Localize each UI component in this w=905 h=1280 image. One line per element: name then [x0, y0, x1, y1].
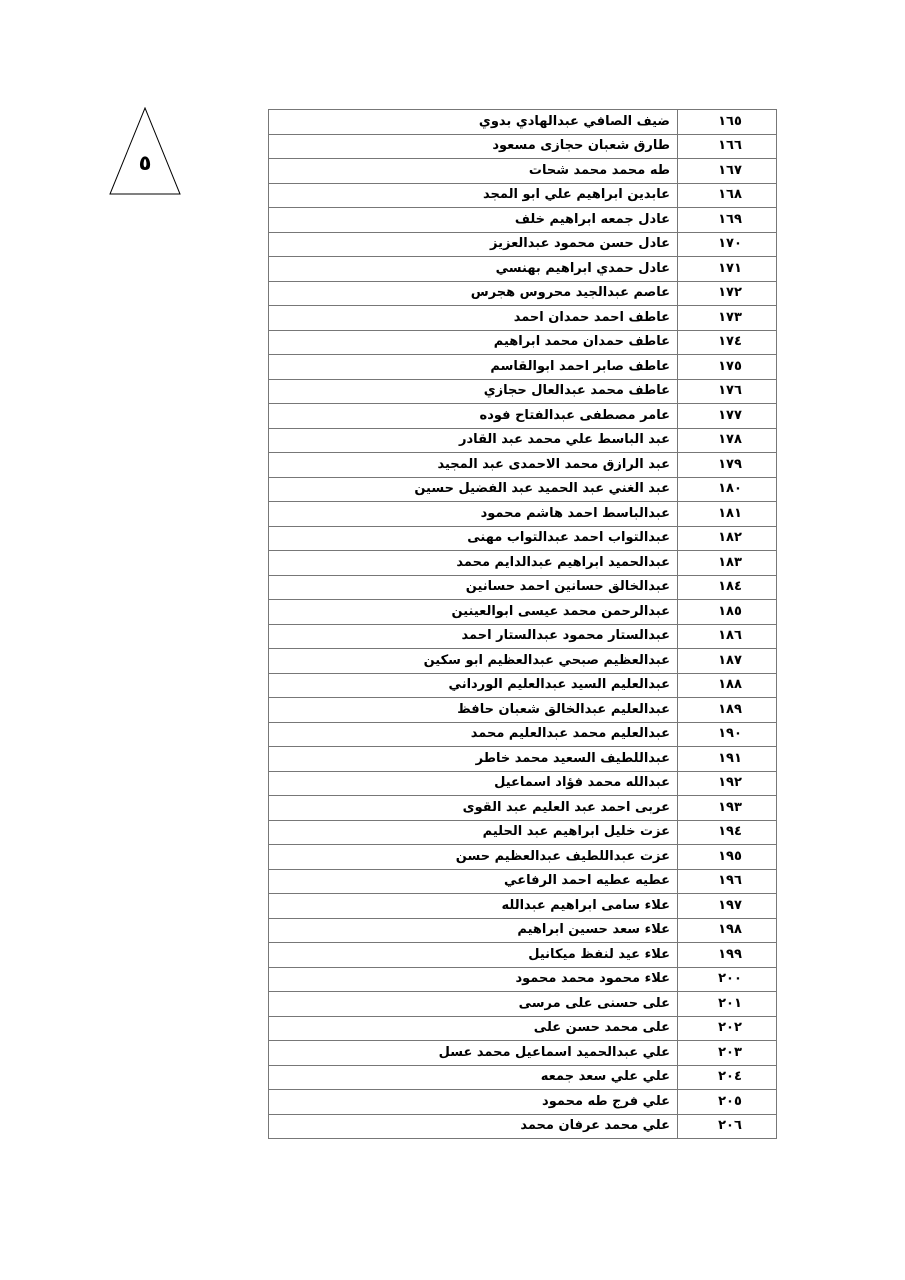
- table-row: [269, 208, 777, 233]
- person-name: علي علي سعد جمعه: [269, 1065, 678, 1090]
- row-number: ١٨٨: [678, 673, 777, 698]
- person-name: عاطف صابر احمد ابوالقاسم: [269, 355, 678, 380]
- person-name: عابدين ابراهيم علي ابو المجد: [269, 183, 678, 208]
- person-name: على حسنى على مرسى: [269, 992, 678, 1017]
- row-number: ١٦٩: [678, 208, 777, 233]
- person-name: عاصم عبدالجيد محروس هجرس: [269, 281, 678, 306]
- row-number: ١٩٧: [678, 894, 777, 919]
- row-number: ١٩٢: [678, 771, 777, 796]
- table-row: [269, 869, 777, 894]
- person-name: عادل جمعه ابراهيم خلف: [269, 208, 678, 233]
- row-number: ١٧٩: [678, 453, 777, 478]
- person-name: عزت عبداللطيف عبدالعظيم حسن: [269, 845, 678, 870]
- table-row: [269, 943, 777, 968]
- row-number: ١٩٩: [678, 943, 777, 968]
- page-number-triangle: [109, 107, 181, 195]
- table-row: [269, 232, 777, 257]
- row-number: ٢٠٦: [678, 1114, 777, 1139]
- table-row: [269, 845, 777, 870]
- table-row: [269, 526, 777, 551]
- person-name: عبدالرحمن محمد عيسى ابوالعينين: [269, 600, 678, 625]
- row-number: ١٦٨: [678, 183, 777, 208]
- person-name: علاء محمود محمد محمود: [269, 967, 678, 992]
- row-number: ١٦٥: [678, 110, 777, 135]
- person-name: عبدالعليم محمد عبدالعليم محمد: [269, 722, 678, 747]
- person-name: عبد الغني عبد الحميد عبد الفضيل حسين: [269, 477, 678, 502]
- person-name: عبداللطيف السعيد محمد خاطر: [269, 747, 678, 772]
- person-name: عبدالعليم السيد عبدالعليم الورداني: [269, 673, 678, 698]
- row-number: ١٦٧: [678, 159, 777, 184]
- row-number: ٢٠٣: [678, 1041, 777, 1066]
- table-row: [269, 110, 777, 135]
- row-number: ١٩٥: [678, 845, 777, 870]
- person-name: عربى احمد عبد العليم عبد القوى: [269, 796, 678, 821]
- person-name: عادل حسن محمود عبدالعزيز: [269, 232, 678, 257]
- row-number: ١٧٥: [678, 355, 777, 380]
- table-row: [269, 551, 777, 576]
- row-number: ١٩٤: [678, 820, 777, 845]
- person-name: عبدالستار محمود عبدالستار احمد: [269, 624, 678, 649]
- table-row: [269, 1016, 777, 1041]
- row-number: ٢٠٢: [678, 1016, 777, 1041]
- person-name: عبدالعظيم صبحي عبدالعظيم ابو سكين: [269, 649, 678, 674]
- person-name: عامر مصطفى عبدالفتاح فوده: [269, 404, 678, 429]
- row-number: ١٧٢: [678, 281, 777, 306]
- table-row: [269, 330, 777, 355]
- table-row: [269, 1090, 777, 1115]
- table-row: [269, 183, 777, 208]
- person-name: علاء سعد حسين ابراهيم: [269, 918, 678, 943]
- row-number: ١٧٧: [678, 404, 777, 429]
- table-row: [269, 673, 777, 698]
- row-number: ١٧٤: [678, 330, 777, 355]
- row-number: ١٨٤: [678, 575, 777, 600]
- table-row: [269, 575, 777, 600]
- person-name: على محمد حسن على: [269, 1016, 678, 1041]
- person-name: عادل حمدي ابراهيم بهنسي: [269, 257, 678, 282]
- table-row: [269, 698, 777, 723]
- row-number: ١٧١: [678, 257, 777, 282]
- person-name: عاطف احمد حمدان احمد: [269, 306, 678, 331]
- table-row: [269, 1114, 777, 1139]
- table-row: [269, 722, 777, 747]
- person-name: طه محمد محمد شحات: [269, 159, 678, 184]
- row-number: ١٩٠: [678, 722, 777, 747]
- person-name: عزت خليل ابراهيم عبد الحليم: [269, 820, 678, 845]
- row-number: ١٨٥: [678, 600, 777, 625]
- person-name: عبدالباسط احمد هاشم محمود: [269, 502, 678, 527]
- row-number: ١٨٣: [678, 551, 777, 576]
- table-row: [269, 1041, 777, 1066]
- row-number: ١٨٦: [678, 624, 777, 649]
- row-number: ٢٠٤: [678, 1065, 777, 1090]
- row-number: ١٧٣: [678, 306, 777, 331]
- table-row: [269, 918, 777, 943]
- person-name: ضيف الصافي عبدالهادي بدوي: [269, 110, 678, 135]
- table-row: [269, 453, 777, 478]
- row-number: ١٧٠: [678, 232, 777, 257]
- table-row: [269, 355, 777, 380]
- table-row: [269, 649, 777, 674]
- table-row: [269, 257, 777, 282]
- table-row: [269, 894, 777, 919]
- table-row: [269, 306, 777, 331]
- row-number: ١٧٨: [678, 428, 777, 453]
- table-row: [269, 134, 777, 159]
- person-name: عطيه عطيه احمد الرفاعي: [269, 869, 678, 894]
- person-name: عبدالحميد ابراهيم عبدالدايم محمد: [269, 551, 678, 576]
- person-name: علي فرج طه محمود: [269, 1090, 678, 1115]
- table-row: [269, 502, 777, 527]
- person-name: عاطف حمدان محمد ابراهيم: [269, 330, 678, 355]
- person-name: علي محمد عرفان محمد: [269, 1114, 678, 1139]
- row-number: ١٧٦: [678, 379, 777, 404]
- row-number: ٢٠٠: [678, 967, 777, 992]
- table-row: [269, 796, 777, 821]
- row-number: ١٨٩: [678, 698, 777, 723]
- names-table: [268, 109, 777, 1139]
- table-row: [269, 159, 777, 184]
- row-number: ١٨٧: [678, 649, 777, 674]
- table-row: [269, 477, 777, 502]
- table-row: [269, 600, 777, 625]
- table-row: [269, 281, 777, 306]
- page-number: ٥: [138, 151, 152, 175]
- table-row: [269, 771, 777, 796]
- person-name: عبد الباسط علي محمد عبد القادر: [269, 428, 678, 453]
- table-row: [269, 1065, 777, 1090]
- person-name: علاء سامى ابراهيم عبدالله: [269, 894, 678, 919]
- row-number: ٢٠١: [678, 992, 777, 1017]
- person-name: عبد الرازق محمد الاحمدى عبد المجيد: [269, 453, 678, 478]
- table-row: [269, 624, 777, 649]
- table-row: [269, 404, 777, 429]
- row-number: ١٩٦: [678, 869, 777, 894]
- person-name: عبدالعليم عبدالخالق شعبان حافظ: [269, 698, 678, 723]
- person-name: طارق شعبان حجازى مسعود: [269, 134, 678, 159]
- person-name: علاء عيد لنفظ ميكانيل: [269, 943, 678, 968]
- table-row: [269, 379, 777, 404]
- row-number: ١٨١: [678, 502, 777, 527]
- row-number: ١٩٨: [678, 918, 777, 943]
- person-name: عبدالخالق حسانين احمد حسانين: [269, 575, 678, 600]
- table-row: [269, 820, 777, 845]
- row-number: ١٩٣: [678, 796, 777, 821]
- person-name: علي عبدالحميد اسماعيل محمد عسل: [269, 1041, 678, 1066]
- row-number: ١٨٠: [678, 477, 777, 502]
- table-row: [269, 967, 777, 992]
- person-name: عبدالتواب احمد عبدالتواب مهنى: [269, 526, 678, 551]
- row-number: ١٨٢: [678, 526, 777, 551]
- row-number: ١٩١: [678, 747, 777, 772]
- table-row: [269, 747, 777, 772]
- person-name: عبدالله محمد فؤاد اسماعيل: [269, 771, 678, 796]
- row-number: ١٦٦: [678, 134, 777, 159]
- row-number: ٢٠٥: [678, 1090, 777, 1115]
- person-name: عاطف محمد عبدالعال حجازي: [269, 379, 678, 404]
- names-table-body: [269, 110, 777, 1139]
- table-row: [269, 992, 777, 1017]
- table-row: [269, 428, 777, 453]
